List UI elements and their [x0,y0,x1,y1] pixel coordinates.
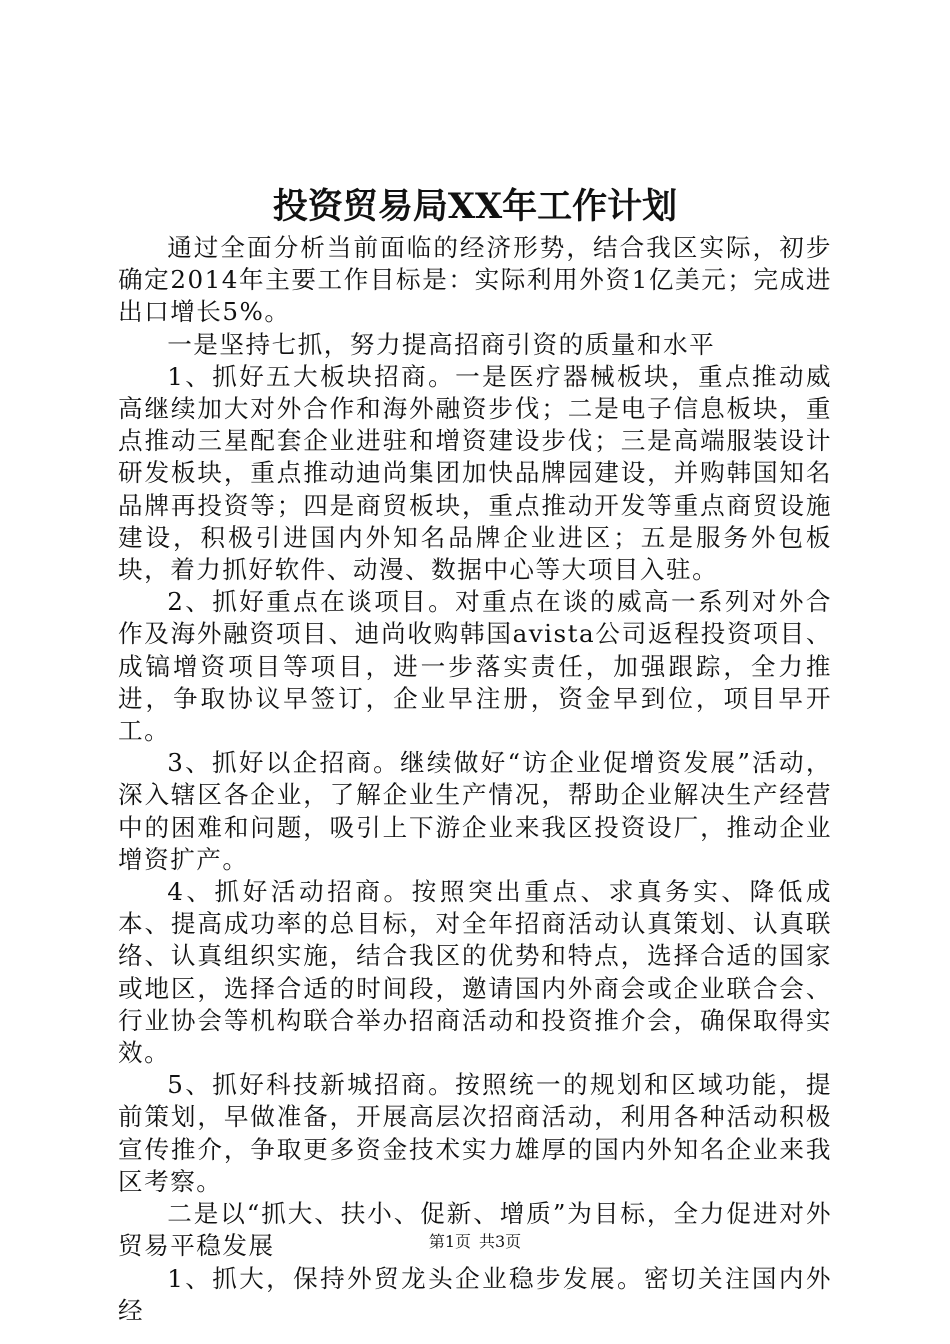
page-footer [0,1230,950,1254]
paragraph: 通过全面分析当前面临的经济形势，结合我区实际，初步确定2014年主要工作目标是：实际利用外资1亿美元；完成进出口增长5%。 [118,233,832,327]
paragraph: 1、抓大，保持外贸龙头企业稳步发展。密切关注国内外经 [118,1263,832,1325]
section-heading: 一是坚持七抓，努力提高招商引资的质量和水平 [167,329,716,359]
paragraph: 1、抓好五大板块招商。一是医疗器械板块，重点推动威高继续加大对外合作和海外融资步伐；二是电子信息板块，重点推动三星配套企业进驻和增资建设步伐；三是高端服装设计研发板块，重点推动迪尚集团加快品牌园建设，并购韩国知名品牌再投资等；四是商贸板块，重点推动开发等重点商贸设施建设，积极引进国内外知名品牌企业进区；五是服务外包板块，着力抓好软件、动漫、数据中心等大项目入驻。 [118,361,832,585]
page-number: 第1页 [428,1232,471,1251]
document-body [118,232,832,1327]
paragraph: 3、抓好以企招商。继续做好“访企业促增资发展”活动，深入辖区各企业，了解企业生产情况，帮助企业解决生产经营中的困难和问题，吸引上下游企业来我区投资设厂，推动企业增资扩产。 [118,748,832,874]
paragraph: 4、抓好活动招商。按照突出重点、求真务实、降低成本、提高成功率的总目标，对全年招商活动认真策划、认真联络、认真组织实施，结合我区的优势和特点，选择合适的国家或地区，选择合适的时间段，邀请国内外商会或企业联合会、行业协会等机构联合举办招商活动和投资推介会，确保取得实效。 [118,877,832,1068]
document-title: 投资贸易局XX年工作计划 [272,186,678,227]
paragraph: 2、抓好重点在谈项目。对重点在谈的威高一系列对外合作及海外融资项目、迪尚收购韩国avista公司返程投资项目、成镐增资项目等项目，进一步落实责任，加强跟踪，全力推进，争取协议早签订，企业早注册，资金早到位，项目早开工。 [118,587,832,746]
section-heading: 二是以“抓大、扶小、促新、增质”为目标，全力促进对外贸易平稳发展 [118,1199,832,1261]
page-total: 共3页 [479,1232,522,1251]
paragraph: 5、抓好科技新城招商。按照统一的规划和区域功能，提前策划，早做准备，开展高层次招商活动，利用各种活动积极宣传推介，争取更多资金技术实力雄厚的国内外知名企业来我区考察。 [118,1070,832,1196]
